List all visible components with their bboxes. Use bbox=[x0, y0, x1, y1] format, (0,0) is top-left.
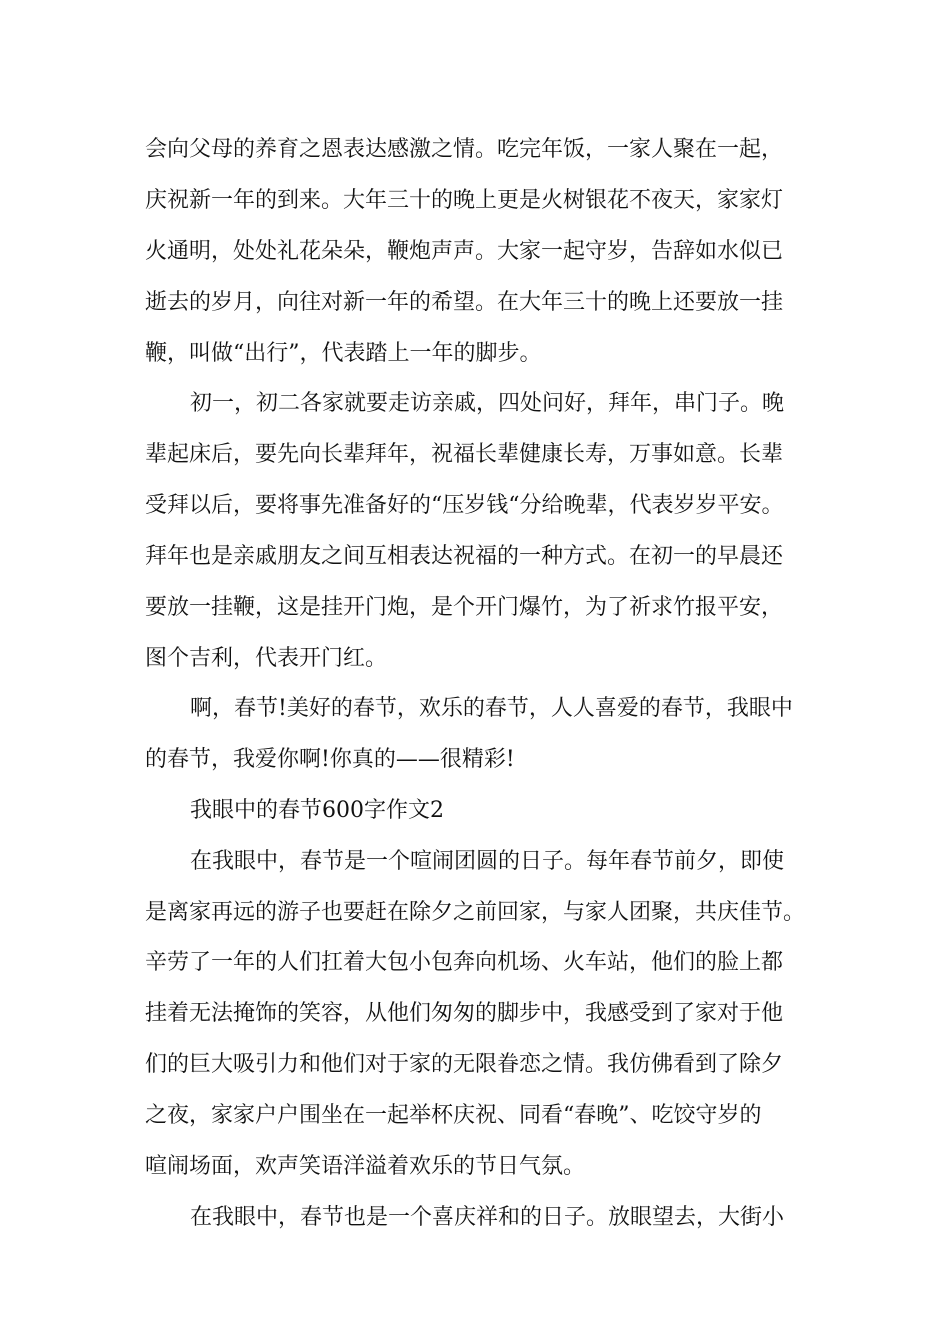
text-line: 逝去的岁月，向往对新一年的希望。在大年三十的晚上还要放一挂 bbox=[145, 290, 784, 315]
text-line: 要放一挂鞭，这是挂开门炮，是个开门爆竹，为了祈求竹报平安， bbox=[145, 595, 784, 620]
text-line: 庆祝新一年的到来。大年三十的晚上更是火树银花不夜天，家家灯 bbox=[145, 188, 784, 213]
text-line: 之夜，家家户户围坐在一起举杯庆祝、同看“春晚”、吃饺守岁的 bbox=[145, 1103, 762, 1128]
text-line: 火通明，处处礼花朵朵，鞭炮声声。大家一起守岁，告辞如水似已 bbox=[145, 239, 784, 264]
section-heading: 我眼中的春节600字作文2 bbox=[190, 798, 444, 823]
paragraph-start-line: 啊，春节!美好的春节，欢乐的春节，人人喜爱的春节，我眼中 bbox=[190, 696, 793, 721]
text-line: 会向父母的养育之恩表达感激之情。吃完年饭，一家人聚在一起， bbox=[145, 137, 784, 162]
text-line: 们的巨大吸引力和他们对于家的无限眷恋之情。我仿佛看到了除夕 bbox=[145, 1052, 784, 1077]
paragraph-start-line: 初一，初二各家就要走访亲戚，四处问好，拜年，串门子。晚 bbox=[190, 391, 785, 416]
text-line: 喧闹场面，欢声笑语洋溢着欢乐的节日气氛。 bbox=[145, 1154, 586, 1179]
text-line: 辈起床后，要先向长辈拜年，祝福长辈健康长寿，万事如意。长辈 bbox=[145, 442, 784, 467]
text-line: 挂着无法掩饰的笑容，从他们匆匆的脚步中，我感受到了家对于他 bbox=[145, 1001, 784, 1026]
text-line: 受拜以后，要将事先准备好的“压岁钱“分给晚辈，代表岁岁平安。 bbox=[145, 493, 784, 518]
text-line: 辛劳了一年的人们扛着大包小包奔向机场、火车站，他们的脸上都 bbox=[145, 950, 784, 975]
paragraph-start-line: 在我眼中，春节也是一个喜庆祥和的日子。放眼望去，大街小 bbox=[190, 1205, 785, 1230]
text-line: 是离家再远的游子也要赶在除夕之前回家，与家人团聚，共庆佳节。 bbox=[145, 900, 806, 925]
paragraph-start-line: 在我眼中，春节是一个喧闹团圆的日子。每年春节前夕，即使 bbox=[190, 849, 785, 874]
text-line: 拜年也是亲戚朋友之间互相表达祝福的一种方式。在初一的早晨还 bbox=[145, 544, 784, 569]
text-line: 鞭，叫做“出行”，代表踏上一年的脚步。 bbox=[145, 341, 542, 366]
text-line: 图个吉利，代表开门红。 bbox=[145, 646, 388, 671]
text-line: 的春节，我爱你啊!你真的——很精彩! bbox=[145, 747, 515, 772]
